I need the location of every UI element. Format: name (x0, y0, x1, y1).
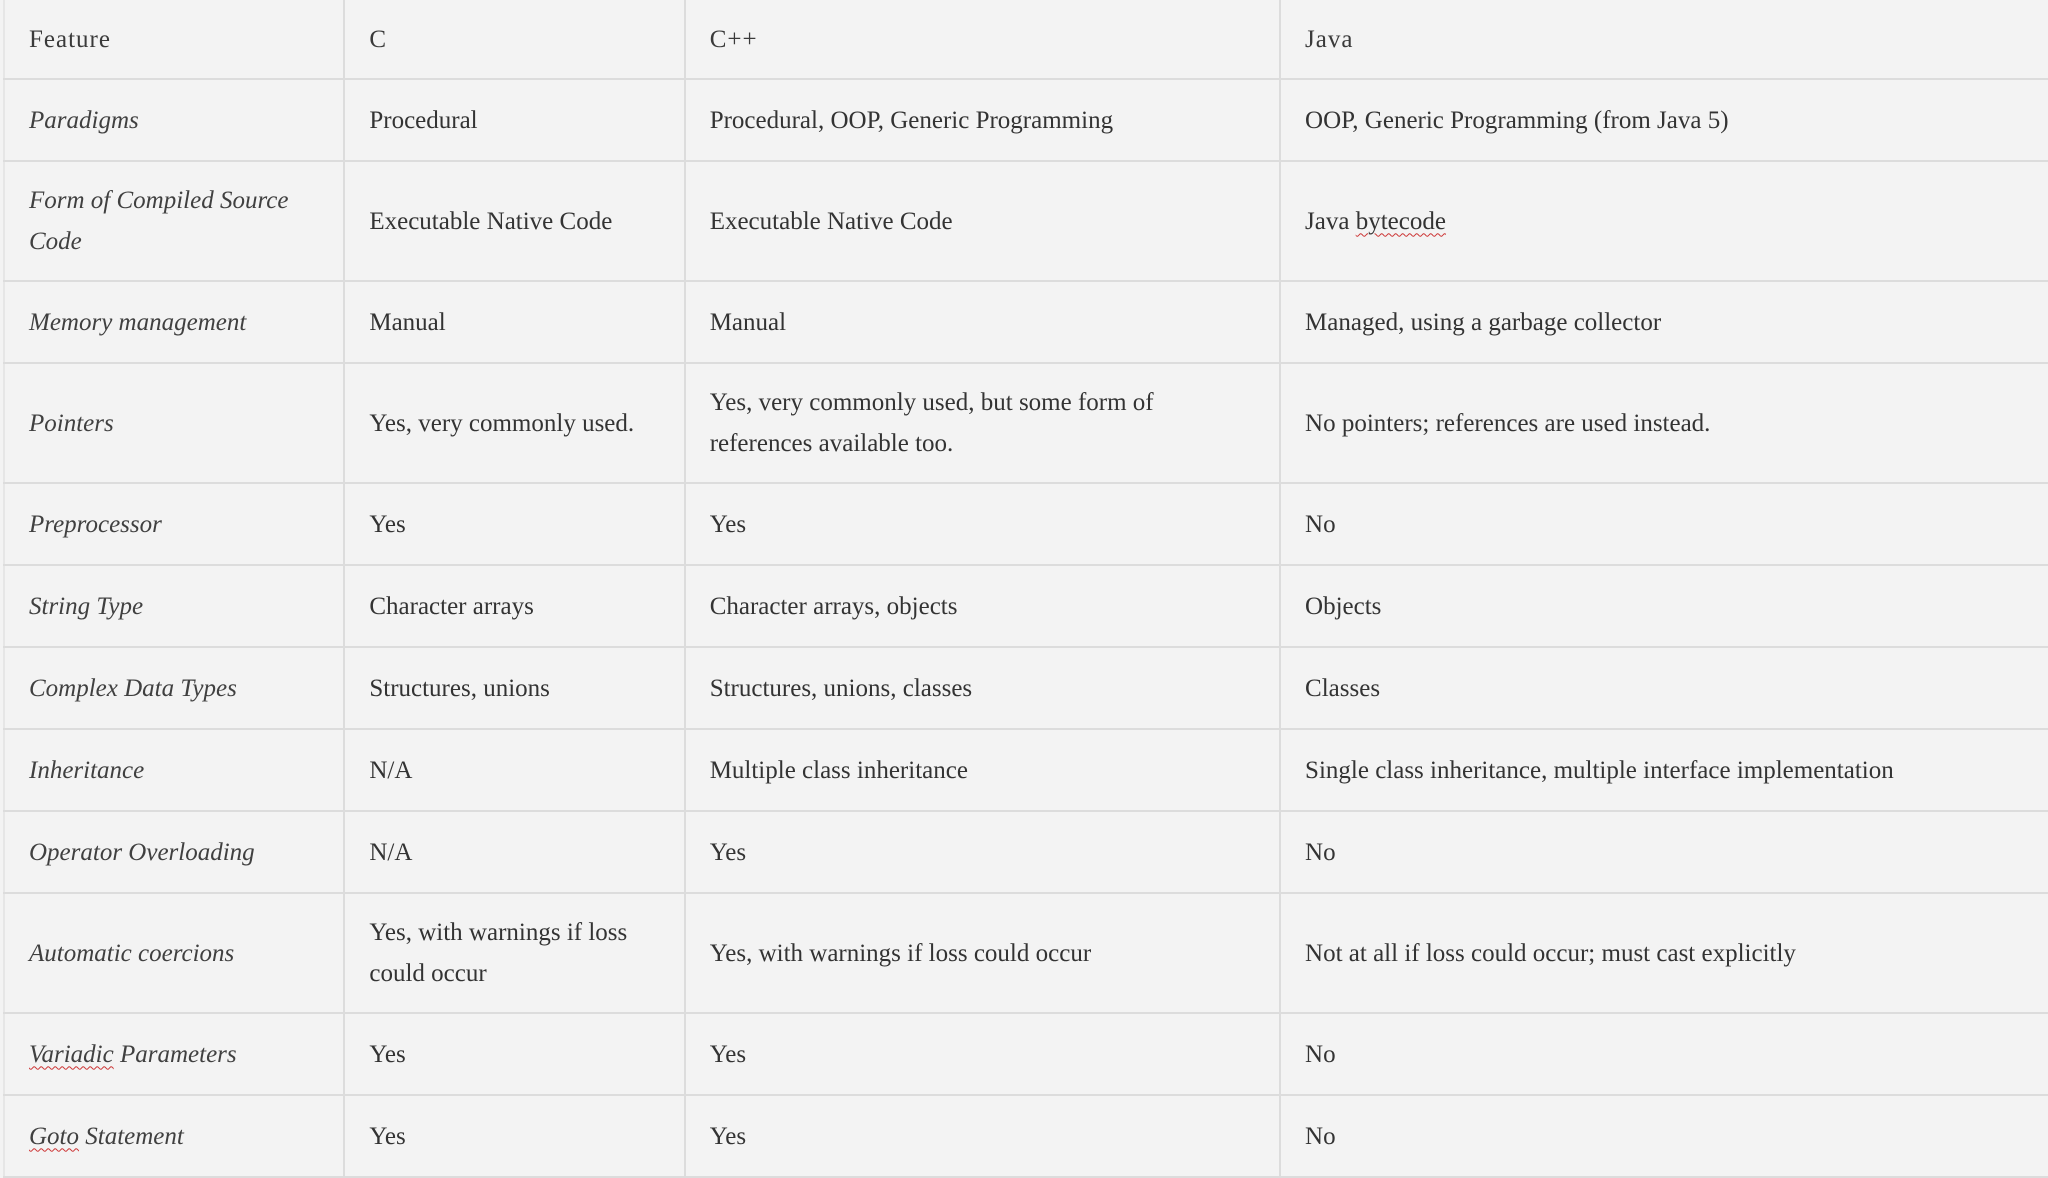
java-cell-prefix: Java (1305, 207, 1356, 235)
cpp-cell: Character arrays, objects (685, 565, 1280, 647)
c-cell: Yes (344, 483, 684, 565)
java-cell: No (1280, 1095, 2048, 1177)
feature-cell: Preprocessor (4, 483, 344, 565)
header-row (4, 0, 2048, 79)
feature-cell: Inheritance (4, 729, 344, 811)
c-cell: Procedural (344, 79, 684, 161)
feature-cell: String Type (4, 565, 344, 647)
misspelled-word: Goto (29, 1122, 79, 1150)
java-cell: Managed, using a garbage collector (1280, 281, 2048, 363)
c-cell: Yes (344, 1095, 684, 1177)
table-row (4, 1013, 2048, 1095)
c-cell: Yes, with warnings if loss could occur (344, 893, 684, 1013)
feature-cell-rest: Statement (79, 1122, 184, 1150)
language-comparison-table (3, 0, 2048, 1178)
c-cell: Structures, unions (344, 647, 684, 729)
cpp-cell: Manual (685, 281, 1280, 363)
java-cell: No (1280, 811, 2048, 893)
java-cell (1280, 161, 2048, 281)
comparison-sheet (3, 0, 2048, 1152)
java-cell: No (1280, 483, 2048, 565)
misspelled-word: bytecode (1355, 207, 1446, 235)
header-c: C (344, 0, 684, 79)
java-cell: No (1280, 1013, 2048, 1095)
feature-cell: Complex Data Types (4, 647, 344, 729)
c-cell: Yes, very commonly used. (344, 363, 684, 483)
java-cell: OOP, Generic Programming (from Java 5) (1280, 79, 2048, 161)
cpp-cell: Structures, unions, classes (685, 647, 1280, 729)
feature-cell: Pointers (4, 363, 344, 483)
java-cell: Objects (1280, 565, 2048, 647)
header-java: Java (1280, 0, 2048, 79)
java-cell: Single class inheritance, multiple interface implementation (1280, 729, 2048, 811)
c-cell: N/A (344, 811, 684, 893)
c-cell: Yes (344, 1013, 684, 1095)
feature-cell: Form of Compiled Source Code (4, 161, 344, 281)
table-row (4, 729, 2048, 811)
feature-cell (4, 1095, 344, 1177)
java-cell: No pointers; references are used instead. (1280, 363, 2048, 483)
java-cell: Not at all if loss could occur; must cast explicitly (1280, 893, 2048, 1013)
table-row (4, 647, 2048, 729)
feature-cell-rest: Parameters (113, 1040, 237, 1068)
cpp-cell: Yes, very commonly used, but some form of references available too. (685, 363, 1280, 483)
table-row (4, 79, 2048, 161)
table-row (4, 565, 2048, 647)
cpp-cell: Yes (685, 811, 1280, 893)
feature-cell: Automatic coercions (4, 893, 344, 1013)
cpp-cell: Yes (685, 1095, 1280, 1177)
header-cpp: C++ (685, 0, 1280, 79)
cpp-cell: Yes (685, 483, 1280, 565)
c-cell: Executable Native Code (344, 161, 684, 281)
cpp-cell: Yes (685, 1013, 1280, 1095)
c-cell: Manual (344, 281, 684, 363)
table-row (4, 1095, 2048, 1177)
cpp-cell: Yes, with warnings if loss could occur (685, 893, 1280, 1013)
c-cell: Character arrays (344, 565, 684, 647)
header-feature: Feature (4, 0, 344, 79)
cpp-cell: Executable Native Code (685, 161, 1280, 281)
feature-cell (4, 1013, 344, 1095)
cpp-cell: Multiple class inheritance (685, 729, 1280, 811)
feature-cell: Memory management (4, 281, 344, 363)
cpp-cell: Procedural, OOP, Generic Programming (685, 79, 1280, 161)
feature-cell: Operator Overloading (4, 811, 344, 893)
table-row (4, 483, 2048, 565)
table-row (4, 363, 2048, 483)
table-row (4, 893, 2048, 1013)
java-cell: Classes (1280, 647, 2048, 729)
table-row (4, 811, 2048, 893)
c-cell: N/A (344, 729, 684, 811)
feature-cell: Paradigms (4, 79, 344, 161)
table-row (4, 281, 2048, 363)
misspelled-word: Variadic (29, 1040, 114, 1068)
table-row (4, 161, 2048, 281)
